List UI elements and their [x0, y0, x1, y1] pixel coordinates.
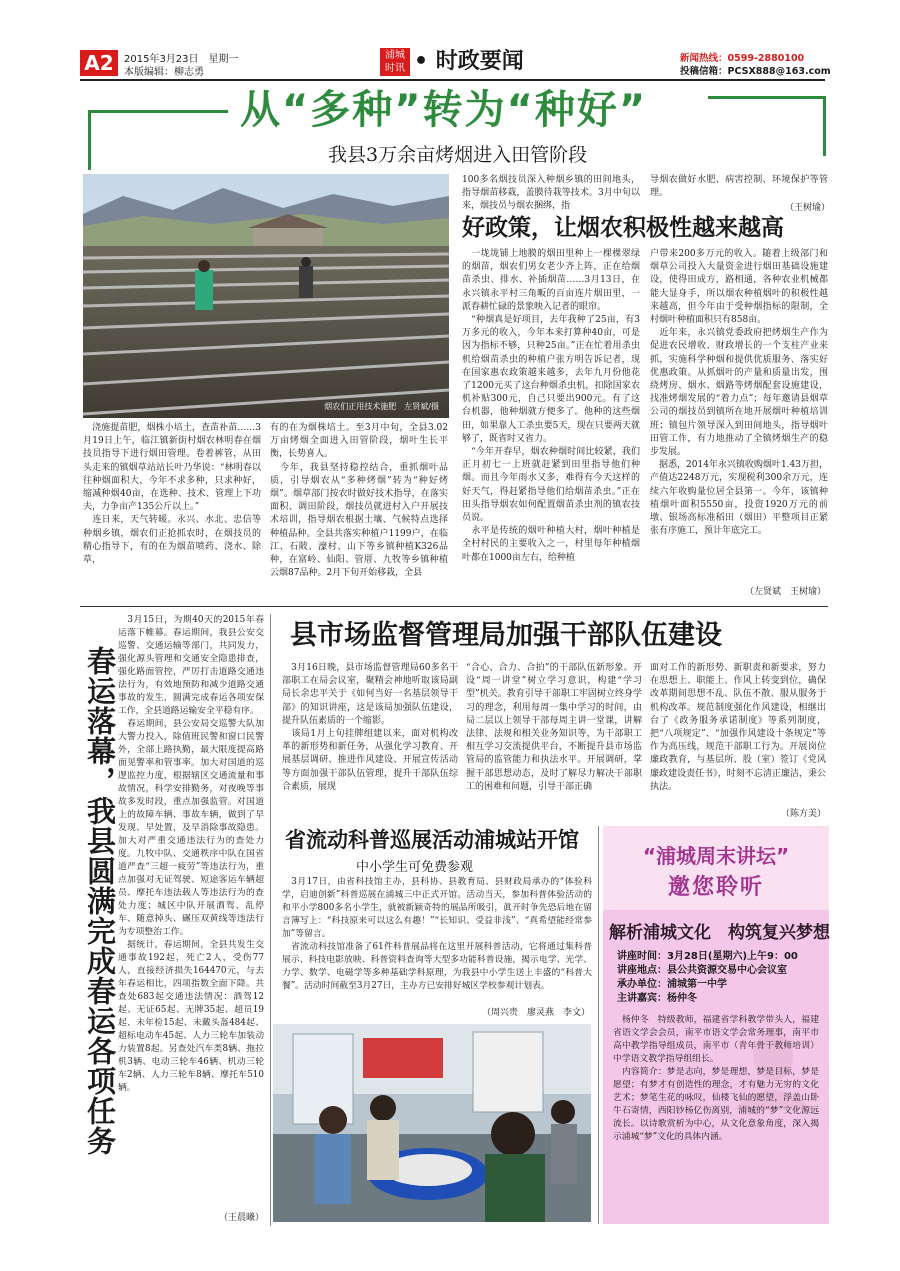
page-header — [80, 46, 831, 78]
email-line — [680, 63, 831, 77]
policy-column-1: 一垅垅铺上地膜的烟田里种上一棵棵翠绿的烟苗，烟农们男女老少齐上阵，正在给烟苗杀虫、排水、补插烟苗……3月13日，在永兴镇永平村三角畈的百亩连片烟田里，一派春耕忙碌的景象映入记者的眼帘。 “种烟真是好项目，去年我种了25亩，有3万多元的收入，今年本来打算种40亩，可是因为指标不够，只种25亩。”正在忙着用杀虫机给烟苗杀虫的种植户张方明告诉记者，现在国家惠农政策越来越多，去年九月份他花了1200元买了这台种烟杀虫机，扣除国家农机补贴300元，自己只要出900元。有了这台机器，他种烟就方便多了。他种的这些烟田，如果靠人工杀虫要5天，现在只要两天就够了，既省时又省力。 “今年开春早，烟农种烟时间比较紧，我们正月初七一上班就赶紧到田里指导他们种烟。而且今年雨水又多，难得有今天这样的好天气，得赶紧指导他们给烟苗杀虫。”正在田头指导烟农如何配置烟苗杀虫剂的镇农技员说。 永平是传统的烟叶种植大村，烟叶种植是全村村民的主要收入之一，村里每年种植烟叶都在1000亩左右，给种植 — [462, 249, 640, 563]
policy-byline: （左贤斌 王树瑜） — [744, 587, 826, 597]
ad-guest-row — [617, 992, 823, 1006]
market-column-1: 3月16日晚，县市场监督管理局60多名干部职工在局会议室，聚精会神地听取该局副局长余忠平关于《如何当好一名基层领导干部》的知识讲座，这是该局加强队伍建设，提升队伍素质的一个缩影。 该局1月上旬挂牌组建以来，面对机构改革的新形势和新任务，从强化学习教育、开展基层调研、推进作风建设、开展宣传活动等方面加强干部队伍管理，提升干部队伍综合素质，展现 — [282, 663, 458, 792]
ad-time-row — [617, 950, 823, 964]
ad-org-label: 承办单位： — [617, 979, 667, 990]
lead-title: 从“多种”转为“种好” — [240, 87, 648, 133]
ad-title-2: 邀您聆听 — [667, 875, 764, 900]
ad-time: 3月28日(星期六)上午9：00 — [667, 951, 798, 962]
page-label: A2 — [80, 50, 118, 76]
ad-time-label: 讲座时间： — [617, 951, 667, 962]
lecture-ad — [603, 826, 829, 1224]
science-byline: （周兴贵 廖灵燕 李文） — [481, 1008, 590, 1018]
ad-title-1: “浦城周末讲坛” — [642, 844, 790, 868]
email-label: 投稿信箱： — [680, 66, 728, 77]
ad-guest-label: 主讲嘉宾： — [617, 993, 667, 1004]
lead-column-2: 有的在为烟株培土。至3月中旬，全县3.02万亩烤烟全面进入田管阶段，烟叶生长平衡，长势喜人。 今年，我县坚持稳控结合，重抓烟叶品质，引导烟农从“多种烤烟”转为“种好烤烟”。烟草部门按农时做好技术指导，在落实面积、调田阶段，烟技员就进村入户开展技术培训，指导烟农根据土壤、气候特点选择种植品种。全县共落实种植户1199户，在临江、石陂、濠村、山下等乡镇种植K326品种，在富岭、仙阳、管厝、九牧等乡镇种植云烟87品种。2月下旬开始移栽，全县 — [270, 423, 448, 579]
issue-date: 2015年3月23日 星期一 — [124, 54, 239, 65]
ad-guest: 杨仲冬 — [667, 993, 697, 1004]
market-column-3: 面对工作的新形势、新职责和新要求，努力在思想上、职能上、作风上转变到位，确保改革期间思想不乱、队伍不散、服从服务于机构改革。规范制度强化作风建设，相继出台了《政务服务承诺制度》等系列制度，把“八项规定”、“加强作风建设十条规定”等作为高压线，规范干部职工行为。开展岗位廉政教育，与基层所、股（室）签订《党风廉政建设责任书》，时刻不忘清正廉洁，秉公执法。 — [650, 663, 826, 792]
spring-text: 3月15日，为期40天的2015年春运落下帷幕。春运期间，我县公安交巡警、交通运输等部门，共同发力，强化源头管理和交通安全隐患排查，强化路面管控，严厉打击道路交通违法行为，有效地预防和减少道路交通事故的发生，圆满完成春运各项安保工作，全县道路运输安全平稳有序。 春运期间，县公安局交巡警大队加大警力投入，除值班民警和窗口民警外，全部上路执勤，最大限度提高路面见警率和管事率。加大对国道的巡逻监控力度，根据辖区交通流量和事故情况，科学安排勤务，对夜晚等事故多发时段，重点加强监管。对国道上的故障车辆、事故车辆，做到了早发现、早处置，及早消除事故隐患。加大对严重交通违法行为的查处力度。九牧中队、交通秩序中队在国省道严查“三超一疲劳”等违法行为，重点加强对无证驾驶、短途客运车辆超员、摩托车违法载人等违法行为的查处力度；城区中队开展酒驾、乱停车、随意掉头、碾压双黄线等违法行为专项整治工作。 据统计，春运期间，全县共发生交通事故192起，死亡2人，受伤77人，直接经济损失164470元，与去年春运相比，四项指数全面下降。共查处683起交通违法情况：酒驾12起、无证65起、无牌35起、超员19起、未年检15起、未戴头盔484起、超标电动车45起、人力三轮车加装动力装置8起。另查处汽车类8辆、拖拉机3辆、电动三轮车46辆、机动三轮车2辆、人力三轮车8辆、摩托车510辆。 — [118, 615, 264, 1093]
spring-divider — [270, 614, 271, 1226]
hotline-label: 新闻热线： — [680, 53, 728, 64]
email-address: PCSX888@163.com — [727, 66, 831, 77]
science-subtitle: 中小学生可免费参观 — [356, 860, 474, 875]
ad-subtitle: 解析浦城文化 构筑复兴梦想 — [609, 923, 830, 943]
science-title: 省流动科普巡展活动浦城站开馆 — [285, 828, 579, 852]
section-divider — [80, 606, 828, 607]
ad-place-row — [617, 964, 823, 978]
lead-column-1: 浇施提苗肥，烟株小培土，查苗补苗……3月19日上午，临江镇新街村烟农林明春在烟技员指导下进行烟田管理。卷着裤管，从田头走来的镇烟草站站长叶乃华说：“林明春以往种烟面积大，今年不求多种，只求种好，缩减种烟40亩，在选种、技术、管理上下功夫，力争亩产135公斤以上。” 连日来，天气转暖。永兴、水北、忠信等种烟乡镇，烟农们正抢抓农时，在烟技员的精心指导下，有的在为烟苗喷药、浇水、除草， — [83, 423, 261, 566]
section-title: • 时政要闻 — [414, 49, 524, 74]
spring-title: 春运落幕，我县圆满完成春运各项任务 — [83, 646, 117, 1156]
policy-title: 好政策，让烟农积极性越来越高 — [462, 215, 784, 241]
market-title: 县市场监督管理局加强干部队伍建设 — [290, 620, 722, 651]
ad-org-row — [617, 978, 823, 992]
ad-bio: 杨仲冬 特级教师，福建省学科教学带头人，福建省语文学会会员，南平市语文学会常务理事，南平市高中教学指导组成员，南平市（青年骨干教师培训）中学语文教学指导组组长。 内容简介：梦是志向，梦是理想，梦是目标，梦是愿望；有梦才有创造性的理念，才有魅力无穷的文化艺术；梦笔生花的咏叹，仙楼飞仙的愿望，浮盖山卧牛石寄情，西阳钞杨亿伤离别，浦城的“梦”文化源远流长。以诗歌赏析为中心，从文化意象角度，深入揭示浦城“梦”文化的具体内涵。 — [613, 1015, 819, 1142]
lead-subtitle: 我县3万余亩烤烟进入田管阶段 — [328, 144, 588, 166]
page-editor: 本版编辑：柳志勇 — [124, 67, 204, 78]
lead-column-3: 100多名烟技员深入种烟乡镇的田间地头，指导烟苗移栽，盖膜待栽等技术。3月中旬以来，烟技员与烟农捆绑，指 — [462, 175, 640, 212]
ad-place: 县公共资源交易中心会议室 — [667, 965, 787, 976]
ad-divider — [598, 826, 599, 1224]
spring-byline: （王晨曦） — [218, 1213, 264, 1223]
photo-caption: 烟农们正用技术施肥 左贤斌/摄 — [324, 402, 439, 411]
science-photo — [273, 1024, 591, 1222]
hotline-number: 0599-2880100 — [727, 53, 805, 64]
hotline-line — [680, 50, 804, 64]
tobacco-field-photo — [83, 174, 449, 418]
ad-details — [617, 950, 823, 1006]
market-column-2: “合心、合力、合拍”的干部队伍新形象。开设“周一讲堂”树立学习意识，构建“学习型”机关。教育引导干部职工牢固树立终身学习的理念，利用每周一集中学习的时间，由局二层以上领导干部每周主讲一堂课，讲解法律、法规和相关业务知识等，为干部职工相互学习交流提供平台，不断提升县市场监管局的监管能力和执法水平。开展调研，掌握干部思想动态，及时了解尽力解决干部职工的困难和问题，引导干部正确 — [466, 663, 642, 792]
header-rule — [80, 79, 825, 81]
lead-column-4: 导烟农做好水肥、病害控制、环境保护等管理。 — [650, 175, 828, 199]
science-text: 3月17日，由省科技馆主办，县科协、县教育局、县财政局承办的“体验科学，启迪创新”科普巡展在浦城三中正式开馆。活动当天，参加科普体验活动的和平小学800多名小学生，就被新颖奇特的展品所吸引，眞开时争先恐后地在留言簿写上：“科技原来可以这么有趣！”“长知识、受益非浅”、“真希望能经常参加”等留言。 省流动科技馆准备了61件科普展品将在这里开展科普活动，它将通过集科普展示、科技电影放映、科普资料查询等大型多功能科普设施，揭示电学、光学、力学、数学、电磁学等多种基础学科原理，为我县中小学生送上丰盛的“科普大餐”。活动时间截至3月27日，主办方已安排好城区学校参观计划表。 — [282, 877, 592, 991]
brand-bottom: 时讯 — [385, 63, 405, 74]
ad-org: 浦城第一中学 — [667, 979, 727, 990]
ad-place-label: 讲座地点： — [617, 965, 667, 976]
students-exhibit-image — [273, 1024, 591, 1222]
tobacco-field-image — [83, 174, 449, 418]
lead-byline: （王树瑜） — [784, 203, 830, 213]
policy-column-2: 户带来200多万元的收入。随着上级部门和烟草公司投入大量资金进行烟田基础设施建设，使得田成方，路相通，各种农业机械都能大显身手，所以烟农种植烟叶的积极性越来越高，但今年由于受种烟指标的限制，全村烟叶种植面积只有858亩。 近年来，永兴镇党委政府把烤烟生产作为促进农民增收、财政增长的一个支柱产业来抓，实施科学种烟和提供优质服务、落实好优惠政策。从抓烟叶的产量和质量出发，围绕烤房、烟水、烟路等烤烟配套设施建设，找准烤烟发展的“着力点”；每年邀请县烟草公司的烟技员到镇所在地开展烟叶种植培训班；镇包片领导深入到田间地头，指导烟叶田管工作，有力地推动了全镇烤烟生产的稳步发展。 据悉，2014年永兴镇收购烟叶1.43万担，产值达2248万元，实现税利300余万元，连续六年收购量位居全县第一。今年，该镇种植烟叶面积5550亩，投资1920万元的前墩、银场高标准稻田（烟田）平整项目正紧张有序施工，预计年底完工。 — [650, 249, 828, 537]
brand-top: 浦城 — [385, 50, 405, 61]
brand-logo — [380, 48, 410, 76]
lead-bracket-left — [88, 110, 228, 170]
market-byline: （陈方美） — [780, 809, 826, 819]
lead-bracket-right — [708, 96, 826, 156]
